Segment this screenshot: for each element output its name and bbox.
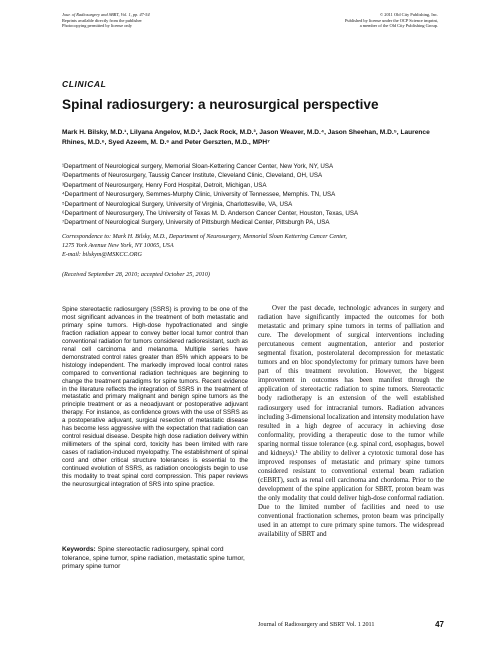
correspondence-line: Correspondence to: Mark H. Bilsky, M.D., Department of Neurosurgery, Memorial Sloan Kettering Cancer Center,	[62, 233, 347, 240]
correspondence-email: E-mail: bilskym@MSKCC.ORG	[62, 250, 142, 258]
keywords-text: Spine stereotactic radiosurgery, spinal cord tolerance, spine tumor, spine radiation, metastatic spine tumor, primary spine tumor	[62, 546, 245, 571]
abstract-text: Spine stereotactic radiosurgery (SSRS) is proving to be one of the most significant advances in the treatment of both metastatic and primary spine tumors. High-dose hypofractionated and single fraction radiation appear to convey better local tumor control than conventional radiation for tumors considered radioresistant, such as renal cell carcinoma and melanoma. Multiple series have demonstrated control rates greater than 85% which appears to be histology independent. The markedly improved local control rates compared to conventional radiation techniques are beginning to change the treatment paradigms for spine tumors. Recent evidence in the literature reflects the integration of SSRS in the treatment of metastatic and primary malignant and benign spine tumors as the principle treatment or as a neoadjuvant or postoperative adjuvant therapy. For instance, as confidence grows with the use of SSRS as a postoperative adjuvant, surgical resection of metastatic disease has become less aggressive with the expectation that radiation can control residual disease. Despite high dose radiation delivery within millimeters of the spinal cord, toxicity has been limited with rare cases of radiation-induced myelopathy. The establishment of spinal cord and other critical structure tolerances is essential to the continued evolution of SSRS, as radiation oncologists begin to use this modality to treat spinal cord compression. This paper reviews the neurosurgical integration of SRS into spine practice.	[62, 306, 248, 488]
affiliation-item: ⁴Department of Neurosurgery, Semmes-Murphy Clinic, University of Tennessee, Memphis. TN, USA	[62, 191, 336, 199]
copyright-line: © 2011 Old City Publishing, Inc.	[379, 12, 438, 17]
affiliation-item: ⁷Department of Neurological Surgery, University of Pittsburgh Medical Center, Pittsburgh PA, USA	[62, 219, 330, 227]
footer-journal: Journal of Radiosurgery and SBRT Vol. 1 2011	[258, 621, 375, 628]
section-label: CLINICAL	[62, 79, 107, 89]
journal-citation: Jour. of Radiosurgery and SBRT, Vol. 1, pp. 47-54	[62, 12, 150, 17]
journal-header-right	[345, 12, 438, 29]
keywords-label: Keywords:	[62, 546, 96, 553]
received-dates: (Received September 28, 2010; accepted October 25, 2010)	[62, 271, 210, 278]
reprint-note: Reprints available directly from the publisher	[62, 17, 142, 23]
correspondence-address: 1275 York Avenue New York, NY 10065, USA	[62, 241, 174, 249]
photocopy-note: Photocopying permitted by license only	[62, 23, 132, 29]
article-title: Spinal radiosurgery: a neurosurgical perspective	[62, 97, 379, 112]
affiliation-item: ¹Department of Neurological surgery, Memorial Sloan-Kettering Cancer Center, New York, NY, USA	[62, 163, 334, 170]
page-number: 47	[435, 620, 444, 629]
affiliation-item: ⁵Department of Neurological Surgery, University of Virginia, Charlottesville, VA, USA	[62, 200, 293, 208]
affiliation-list	[62, 162, 442, 228]
affiliation-item: ²Departments of Neurosurgery, Taussig Cancer Institute, Cleveland Clinic, Cleveland, OH, USA	[62, 172, 323, 180]
author-list: Mark H. Bilsky, M.D.¹, Lilyana Angelov, M.D.², Jack Rock, M.D.³, Jason Weaver, M.D.⁴, Jason Sheehan, M.D.⁵, Laurence Rhines, M.D.⁶, Syed Azeem, M. D.⁶ and Peter Gerszten, M.D., MPH⁷	[62, 129, 430, 146]
keywords-block	[62, 546, 248, 572]
affiliation-item: ⁶Department of Neurosurgery, The University of Texas M. D. Anderson Cancer Center, Houston, Texas, USA	[62, 210, 359, 218]
publisher-group-line: a member of the Old City Publishing Group.	[359, 23, 438, 29]
introduction-text: Over the past decade, technologic advances in surgery and radiation have significantly impacted the outcomes for both metastatic and primary spine tumors in terms of palliation and cure. The development of surgical interventions including percutaneous cement augmentation, anterior and posterior segmental fixation, posterolateral decompression for metastatic tumors and en bloc spondylectomy for primary tumors have been part of this treatment revolution. However, the biggest improvement in outcomes has been manifest through the application of stereotactic radiation to spine tumors. Stereotactic body radiotherapy is an extension of the well established radiosurgery used for intracranial tumors. Radiation advances including 3-dimensional localization and intensity modulation have resulted in a high degree of accuracy in achieving dose conformality, providing a therapeutic dose to the tumor while sparing normal tissue tolerance (e.g. spinal cord, esophagus, bowel and kidneys).¹ The ability to deliver a cytotoxic tumoral dose has improved responses of metastatic and primary spine tumors considered resistant to conventional external beam radiation (cEBRT), such as renal cell carcinoma and chordoma. Prior to the development of the spine application for SBRT, proton beam was the only modality that could deliver high-dose conformal radiation. Due to the limited number of facilities and need to use conventional fractionation schemes, proton beam was principally used in an attempt to cure primary spine tumors. The widespread availability of SBRT and	[258, 305, 445, 539]
page-footer	[258, 621, 444, 628]
license-line: Published by license under the OCP Science imprint,	[344, 17, 438, 23]
affiliation-item: ³Department of Neurosurgery, Henry Ford Hospital, Detroit, Michigan, USA	[62, 181, 267, 189]
correspondence-block	[62, 233, 442, 259]
journal-header-left	[62, 12, 150, 29]
